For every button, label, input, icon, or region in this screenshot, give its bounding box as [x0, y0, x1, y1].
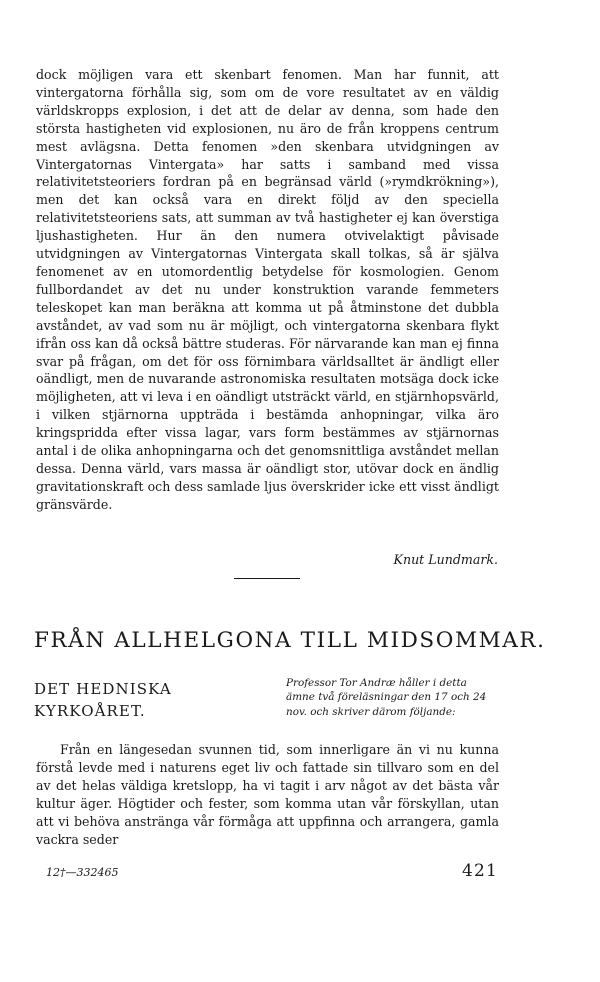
section-divider: [234, 578, 300, 579]
editorial-note: [286, 676, 504, 719]
article-end-paragraph: dock möjligen vara ett skenbart fenomen. Man har funnit, att vintergatorna förhålla sig, som om de vore resultatet av en väldig världskropps explosion, i det att de delar av denna, som hade den största hastigheten vid explosionen, nu äro de från kroppens centrum mest avlägsna. Detta fenomen »den skenbara utvidgningen av Vintergatornas Vintergata» har satts i samband med vissa relativitetsteoriers fordran på en begränsad värld (»rymdkrökning»), men det kan också vara en direkt följd av den speciella relativitetsteoriens sats, att summan av två hastigheter ej kan överstiga ljushastigheten. Hur än den numera otvivelaktigt påvisade utvidgningen av Vintergatornas Vintergata skall tolkas, så är själva fenomenet av en utomordentlig betydelse för kosmologien. Genom fullbordandet av det nu under konstruktion varande femmeters teleskopet kan man beräkna att komma ut på åtminstone det dubbla avståndet, av vad som nu är möjligt, och vintergatorna skenbara flykt ifrån oss kan då också bättre studeras. För närvarande kan man ej finna svar på frågan, om det för oss förnimbara världsalltet är ändligt eller oändligt, men de nuvarande astronomiska resultaten motsäga dock icke möjligheten, att vi leva i en oändligt utsträckt värld, en stjärnhopsvärld, i vilken stjärnorna uppträda i bestämda anhopningar, vilka äro kringspridda efter vissa lagar, vars form bestämmes av stjärnornas antal i de olika anhopningarna och det genomsnittliga avståndet mellan dessa. Denna värld, vars massa är oändligt stor, utövar dock en ändlig gravitationskraft och dess samlade ljus överskrider icke ett visst ändligt gränsvärde.: [36, 67, 499, 512]
author-signature: Knut Lundmark.: [393, 552, 498, 567]
subtitle-line: DET HEDNISKA: [34, 680, 172, 698]
note-line: ämne två föreläsningar den 17 och 24: [286, 691, 487, 704]
article-subtitle: [34, 678, 172, 722]
article-title: FRÅN ALLHELGONA TILL MIDSOMMAR.: [34, 628, 546, 653]
subtitle-line: KYRKOÅRET.: [34, 702, 146, 720]
note-line: Professor Tor Andræ håller i detta: [286, 677, 467, 689]
page-number: 421: [461, 861, 498, 881]
printer-signature: 12†—332465: [46, 866, 119, 879]
article-opening-text: Från en längesedan svunnen tid, som innerligare än vi nu kunna förstå levde med i naturens eget liv och fattade sin tillvaro som en del av det helas väldiga kretslopp, ha vi tagit i arv något av det bästa vår kultur äger. Högtider och fester, som komma utan vår förskyllan, utan att vi behöva anstränga vår förmåga att uppfinna och arrangera, gamla vackra seder: [36, 742, 499, 847]
note-line: nov. och skriver därom följande:: [286, 705, 456, 718]
article-opening-paragraph: [36, 741, 499, 848]
